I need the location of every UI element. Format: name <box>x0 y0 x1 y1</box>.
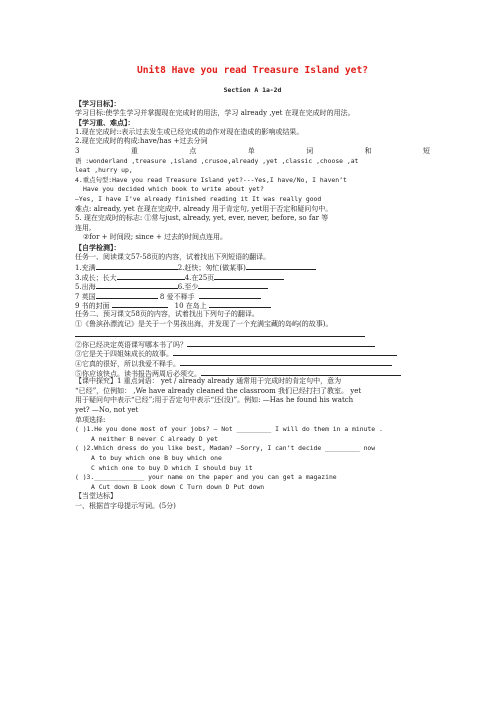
sentence-text: ②你已经决定英语课写哪本书了吗？ <box>75 340 187 349</box>
key-point-4-answer: —Yes, I have I’ve already finished reading it It was really good <box>75 194 322 203</box>
task-one: 任务一、阅读课文57-58页的内容，试着找出下列短语的翻译。 <box>75 252 271 261</box>
phrase-prompt: 2.赶快；匆忙(做某事) <box>177 264 246 272</box>
answer-blank[interactable] <box>199 291 261 299</box>
key-point-4: 4.重点句型:Have you read Treasure Island yet?---Yes,I have/No, I haven’t <box>75 175 347 184</box>
phrase-row <box>75 262 430 272</box>
sentence-item <box>75 368 430 378</box>
key3-word: 词 <box>306 146 314 155</box>
goal-header: 【学习目标】： <box>75 99 121 108</box>
mc-options: A neither B never C already D yet <box>91 434 218 443</box>
target-header: 【当堂达标】 <box>75 492 117 501</box>
key3-word: 重 <box>130 146 138 155</box>
mc-header: 单项选择: <box>75 415 106 424</box>
key-point-4-question: Have you decided which book to write about yet? <box>83 185 264 194</box>
answer-blank[interactable] <box>173 348 397 356</box>
phrase-prompt: 7 英国 <box>75 292 96 301</box>
answer-blank[interactable] <box>201 368 401 376</box>
sentence-item: ①《鲁滨孙漂流记》是关于一个男孩出海，并发现了一个充满宝藏的岛屿(的故事)。 <box>75 319 333 328</box>
answer-blank[interactable] <box>96 281 178 289</box>
answer-blank[interactable] <box>117 272 185 280</box>
inquiry-line-3: 用于疑问句中表示“已经”;用于否定句中表示“还(没)”。例如: —Has he found his watch <box>75 396 354 405</box>
key-point-5-line3: ②for + 时间段; since + 过去的时间点连用。 <box>83 233 228 242</box>
sentence-answer-line <box>75 329 430 339</box>
inquiry-line-1: 【课中探究】1 重点词语： yet / already already 通常用于完成时的肯定句中，意为 <box>75 377 342 386</box>
key-points-header: 【学习重、难点】： <box>75 118 135 128</box>
mc-question <box>75 444 430 454</box>
mc-number[interactable]: ( )1. <box>75 425 95 434</box>
task-two: 任务二、预习课文58页的内容，试着找出下列句子的翻译。 <box>75 310 259 319</box>
key-point-1: 1.现在完成时::表示过去发生或已经完成的动作对现在造成的影响或结果。 <box>75 127 304 136</box>
answer-blank[interactable] <box>187 339 375 347</box>
sentence-item <box>75 348 430 358</box>
answer-blank[interactable] <box>112 300 168 308</box>
phrase-prompt: 8 爱不释手 <box>159 292 195 301</box>
key-point-3-line2: 语 :wonderland ,treasure ,island ,crusoe,already ,yet ,classic ,choose ,at <box>75 156 359 165</box>
mc-question <box>75 473 430 483</box>
sentence-item <box>75 358 430 368</box>
mc-number[interactable]: ( )2. <box>75 444 95 453</box>
mc-options: A Cut down B Look down C Turn down D Put down <box>91 482 265 491</box>
page-title: Unit8 Have you read Treasure Island yet? <box>136 65 369 76</box>
mc-options: C which one to buy D which I should buy it <box>91 463 253 472</box>
goal-text: 学习目标:使学生学习并掌握现在完成时的用法，学习 already ,yet 在现在完成时的用法。 <box>75 108 355 117</box>
key3-word: 3 <box>75 146 80 155</box>
answer-blank[interactable] <box>214 272 284 280</box>
mc-stem: He you done most of your jobs? — Not _________ I will do them in a minute . <box>94 425 383 434</box>
mc-number[interactable]: ( )3. <box>75 473 95 482</box>
phrase-prompt: 5.出海 <box>75 283 96 291</box>
key-point-3-line1 <box>75 147 430 157</box>
self-check-header: 【自学检测】： <box>75 242 121 252</box>
phrase-row <box>75 281 430 291</box>
mc-question <box>75 425 430 435</box>
inquiry-line-4: yet? —No, not yet <box>75 406 139 414</box>
answer-blank[interactable] <box>96 262 178 270</box>
key3-word: 短 <box>423 146 430 155</box>
phrase-prompt: 3.成长；长大 <box>75 273 117 282</box>
phrase-row <box>75 300 430 310</box>
difficulty-text: 难点: already, yet 在现在完成中, already 用于肯定句, yet用于否定和疑问句中。 <box>75 204 333 213</box>
answer-blank[interactable] <box>198 281 268 289</box>
key-point-5-line2: 连用, <box>75 223 92 232</box>
key-point-5-line1: 5. 现在完成时的标志: ①常与just, already, yet, ever, never, before, so far 等 <box>75 214 329 223</box>
key-point-2: 2.现在完成时的构成:have/has +过去分词 <box>75 137 208 146</box>
inquiry-line-2: “已经”，位例如： ,We have already cleaned the classroom 我们已经打扫了教室。 yet <box>75 386 362 395</box>
mc-stem: _____________ your name on the paper and you can get a magazine <box>94 473 337 482</box>
phrase-prompt: 9 书的封面 <box>75 302 110 311</box>
key3-word: 单 <box>247 146 255 155</box>
section-subtitle: Section A 1a-2d <box>223 86 282 94</box>
answer-blank[interactable] <box>180 358 392 366</box>
answer-blank[interactable] <box>209 300 271 308</box>
key-point-3-line3: leat ,hurry up, <box>75 166 133 175</box>
answer-blank[interactable] <box>75 329 365 337</box>
mc-options: A to buy which one B buy which one <box>91 453 222 462</box>
sentence-item <box>75 339 430 349</box>
sentence-text: ④它真的很好，所以我爱不释手。 <box>75 360 180 368</box>
phrase-prompt: 4.在25页 <box>184 273 215 282</box>
phrase-prompt: 6.至少 <box>177 283 199 291</box>
target-item-1: 一、根据首字母提示写词。(5分) <box>75 501 176 510</box>
mc-stem: Which dress do you like best, Madam? —Sorry, I can’t decide _________ now <box>94 444 376 453</box>
key3-word: 和 <box>364 146 372 155</box>
sentence-text: ⑤你应该快点。读书报告两周后必须交。 <box>75 369 201 378</box>
answer-blank[interactable] <box>96 291 158 299</box>
answer-blank[interactable] <box>246 262 316 270</box>
phrase-prompt: 10 在岛上 <box>174 302 207 311</box>
sentence-text: ③它是关于四姐妹成长的故事。 <box>75 350 173 359</box>
document-body <box>75 99 430 512</box>
phrase-row <box>75 272 430 282</box>
key3-word: 点 <box>189 146 197 155</box>
phrase-prompt: 1.充满 <box>75 264 96 272</box>
phrase-row <box>75 291 430 301</box>
